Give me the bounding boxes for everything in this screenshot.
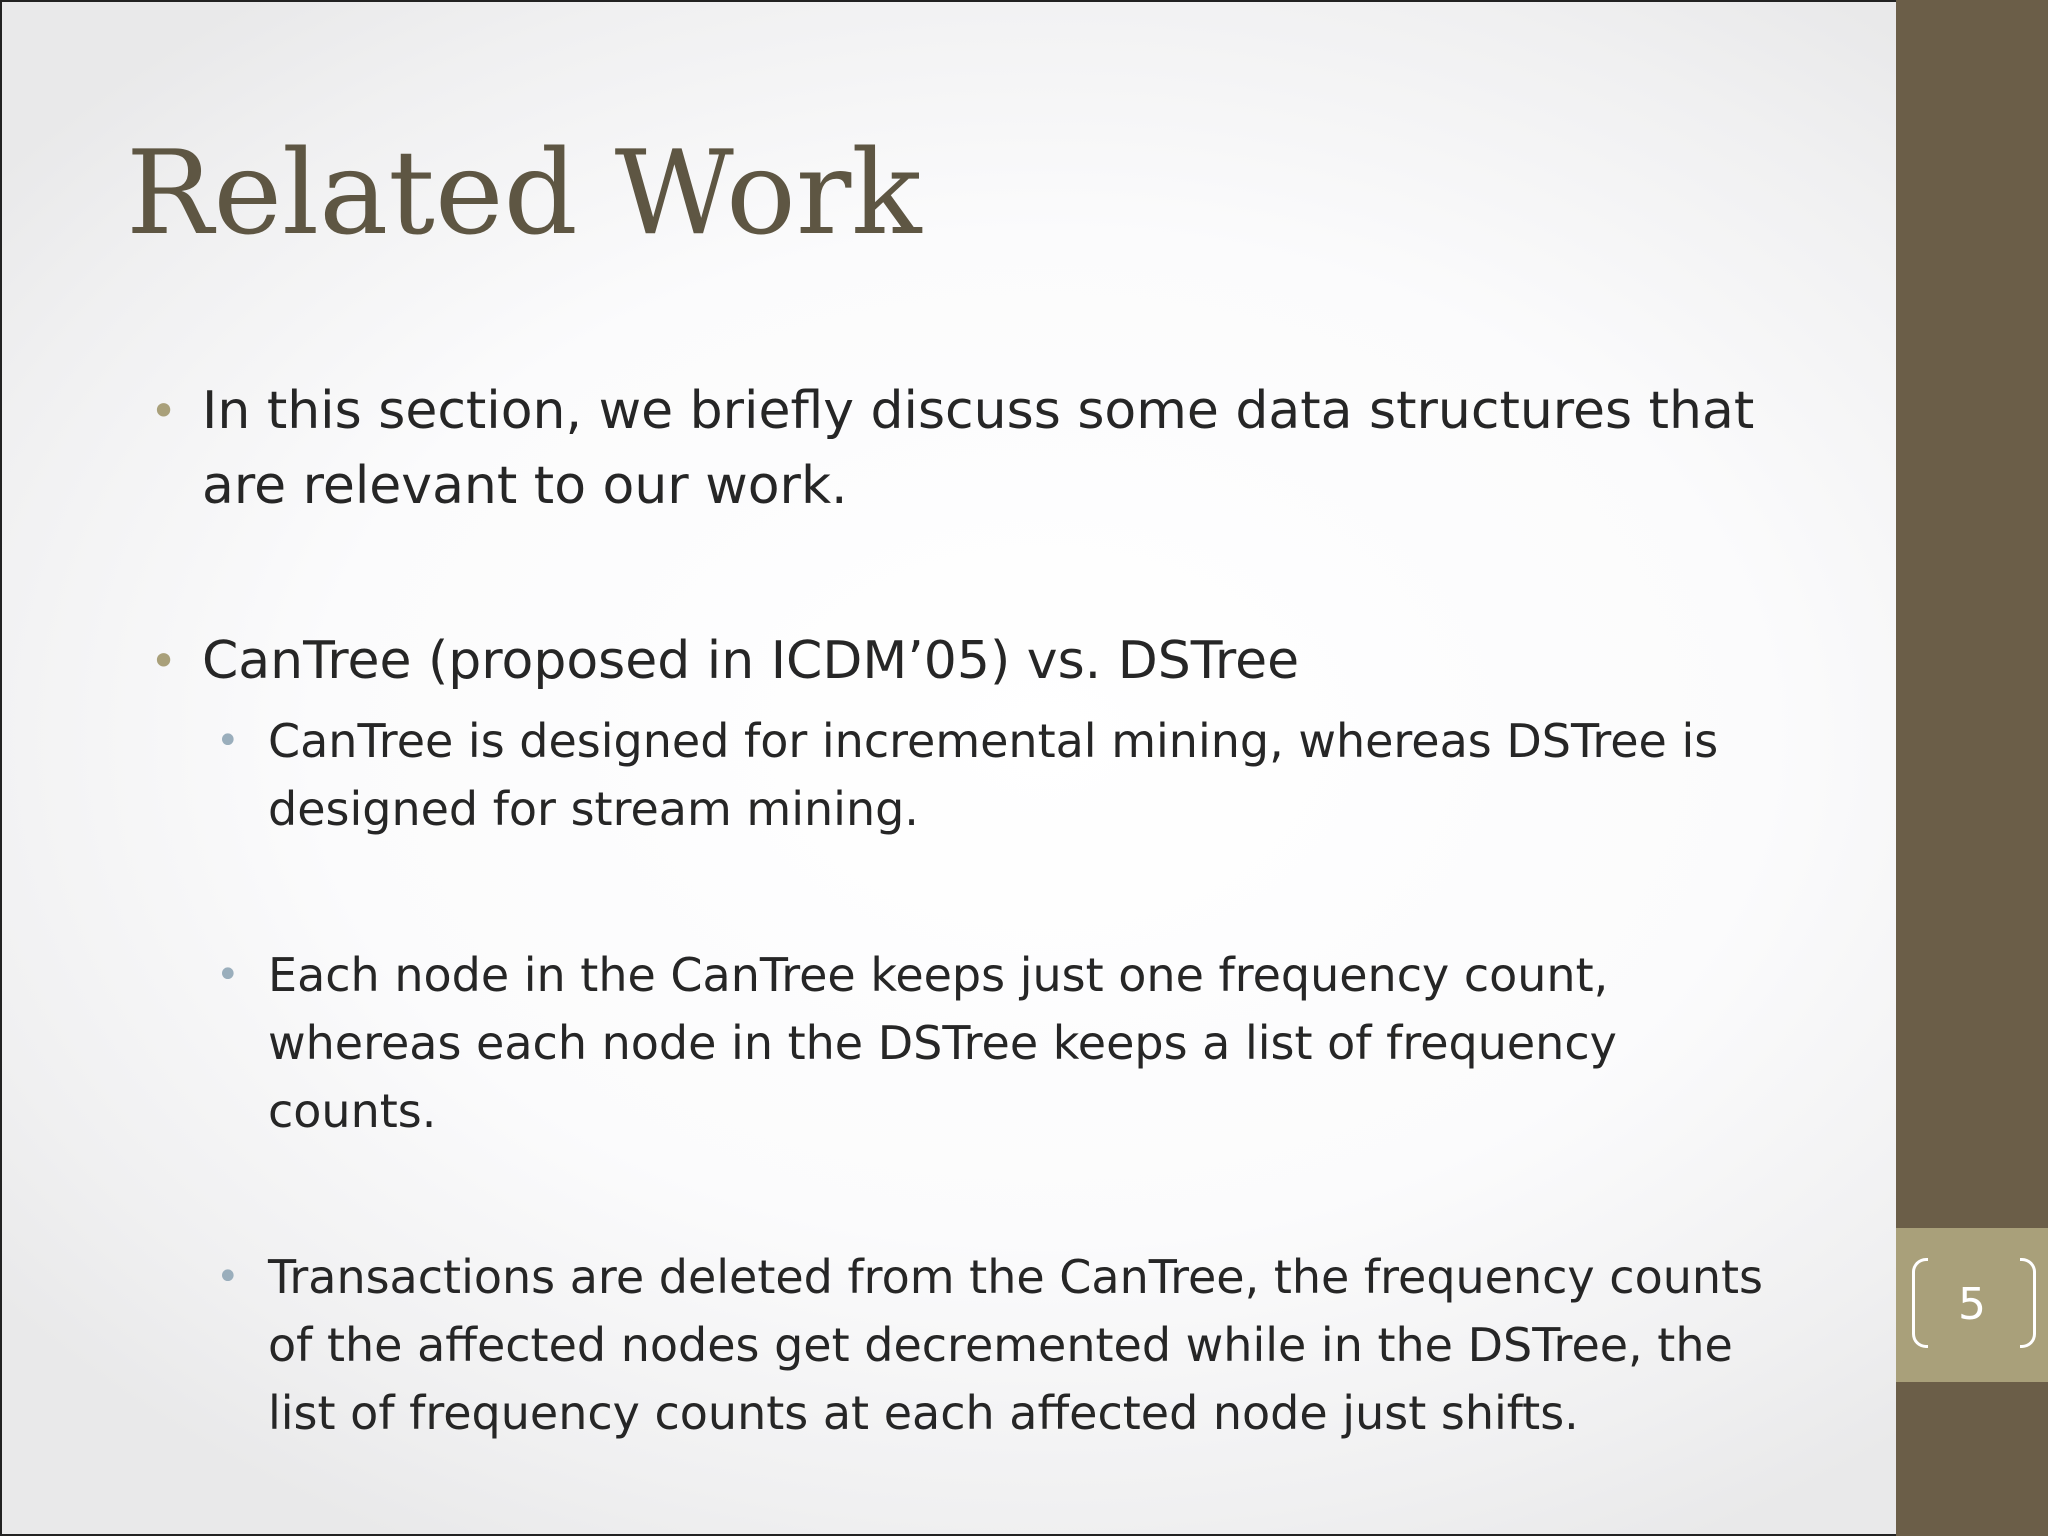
page-number: 5 — [1958, 1279, 1986, 1330]
sub-bullet-list — [202, 707, 1782, 1447]
page-number-box — [1896, 1228, 2048, 1382]
sub-bullet-text: Each node in the CanTree keeps just one frequency count, whereas each node in the DSTree keeps a list of frequency counts. — [268, 948, 1617, 1138]
bullet-list — [142, 374, 1782, 1536]
bullet-dot-icon: • — [150, 634, 178, 688]
slide-title: Related Work — [126, 126, 922, 261]
sub-bullet-dot-icon: • — [216, 1254, 240, 1300]
sub-bullet-text: CanTree is designed for incremental mining, whereas DSTree is designed for stream mining. — [268, 714, 1719, 836]
sub-bullet-dot-icon: • — [216, 952, 240, 998]
bullet-text: CanTree (proposed in ICDM’05) vs. DSTree — [202, 631, 1300, 691]
sub-bullet-item — [202, 707, 1782, 843]
bullet-dot-icon: • — [150, 384, 178, 438]
sub-bullet-text: Transactions are deleted from the CanTree, the frequency counts of the affected nodes get decremented while in the DSTree, the list of frequency counts at each affected node just shifts. — [268, 1250, 1764, 1440]
sub-bullet-item — [202, 1243, 1782, 1447]
sub-bullet-item — [202, 941, 1782, 1145]
right-bracket-icon — [2020, 1258, 2036, 1348]
bullet-item — [142, 624, 1782, 1447]
sub-bullet-dot-icon: • — [216, 718, 240, 764]
bullet-item — [142, 374, 1782, 524]
bullet-text: In this section, we briefly discuss some data structures that are relevant to our work. — [202, 381, 1755, 516]
